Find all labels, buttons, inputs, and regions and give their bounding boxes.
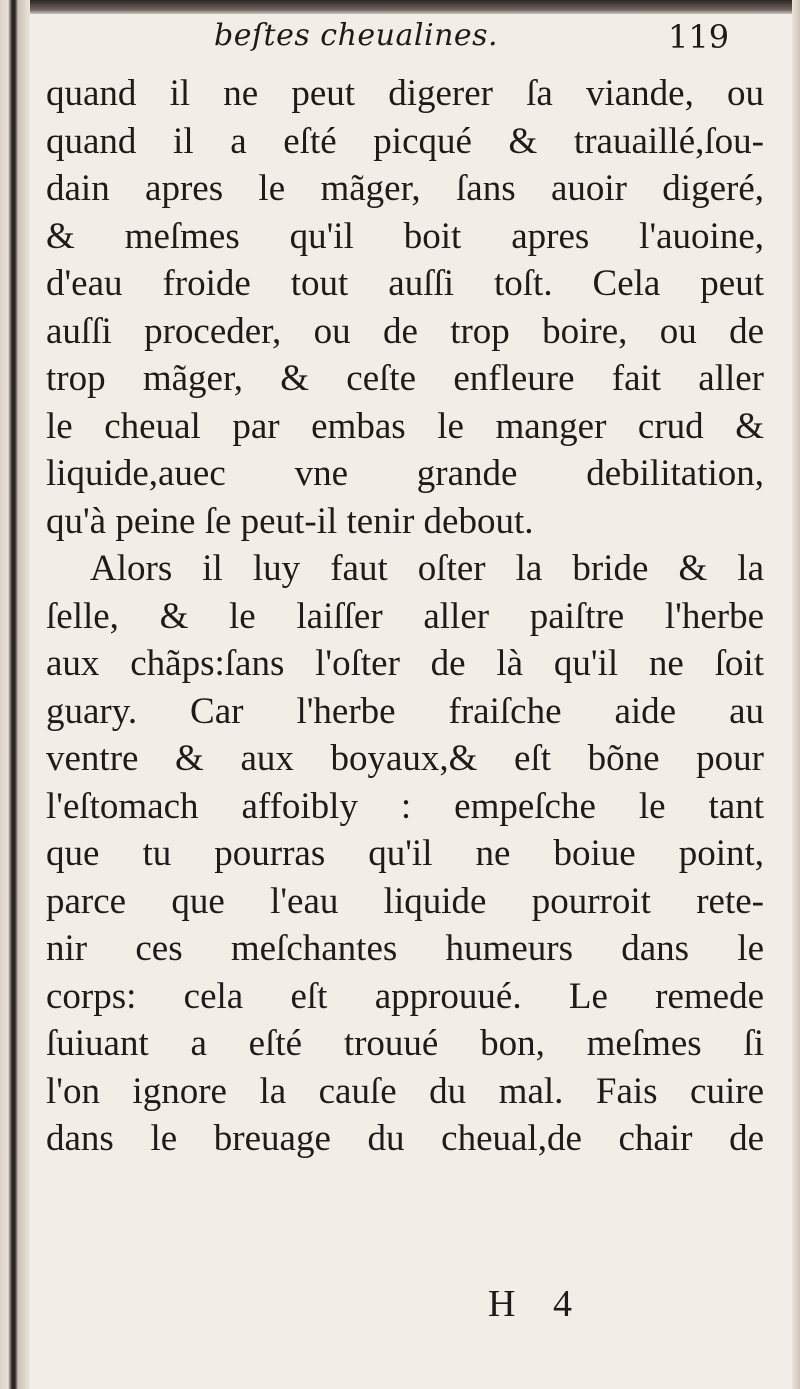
text-line: & meſmes qu'il boit apres l'auoine, [46,215,764,257]
text-line: parce que l'eau liquide pourroit rete- [46,880,764,922]
text-line: trop mãger, & ceſte enfleure fait aller [46,358,764,399]
text-line: quand il ne peut digerer ſa viande, ou [46,73,764,114]
text-line: dain apres le mãger, ſans auoir digeré, [46,168,764,209]
text-line: que tu pourras qu'il ne boiue point, [46,833,764,874]
running-head: beſtes cheualines. [214,18,499,53]
text-line: corps: cela eſt approuué. Le remede [46,975,764,1017]
binding-gutter [0,0,30,1389]
text-line-paragraph-end: qu'à peine ſe peut-il tenir debout. [46,500,534,542]
page-right-edge [792,0,800,1389]
text-block [46,70,764,1163]
text-line: ſelle, & le laiſſer aller paiſtre l'herbe [46,595,764,637]
text-line: auſſi proceder, ou de trop boire, ou de [46,310,764,352]
text-line: ventre & aux boyaux,& eſt bõne pour [46,738,764,779]
signature-mark: H 4 [488,1283,572,1325]
text-line: aux chãps:ſans l'oſter de là qu'il ne ſoit [46,643,764,684]
text-line: d'eau froide tout auſſi toſt. Cela peut [46,263,764,304]
text-line: l'eſtomach affoibly : empeſche le tant [46,785,764,827]
text-line: dans le breuage du cheual,de chair de [46,1118,764,1159]
text-line: l'on ignore la cauſe du mal. Fais cuire [46,1070,764,1112]
text-line: guary. Car l'herbe fraiſche aide au [46,690,764,732]
text-line: ſuiuant a eſté trouué bon, meſmes ſi [46,1023,764,1064]
text-line: nir ces meſchantes humeurs dans le [46,928,764,969]
page-number: 119 [668,18,730,56]
text-line: liquide,auec vne grande debilitation, [46,453,764,494]
text-line-paragraph-start: Alors il luy faut oſter la bride & la [90,548,764,589]
text-line: le cheual par embas le manger crud & [46,405,764,447]
page-top-edge [0,0,800,14]
text-line: quand il a eſté picqué & trauaillé,ſou- [46,120,764,162]
